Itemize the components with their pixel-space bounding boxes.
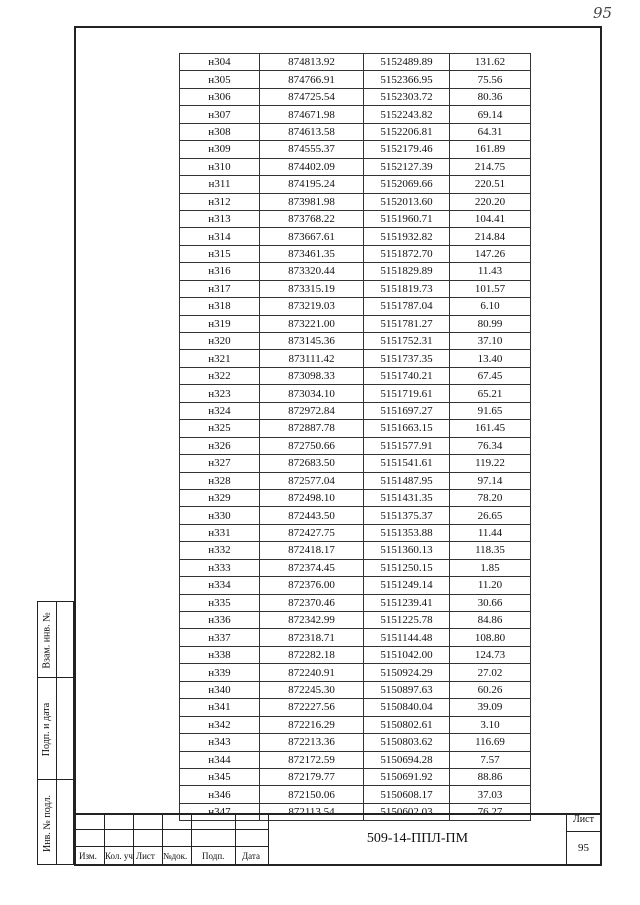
x-coordinate-cell: 872282.18 (260, 646, 364, 663)
y-coordinate-cell: 5151042.00 (364, 646, 450, 663)
table-row (180, 646, 531, 663)
length-cell: 64.31 (450, 123, 531, 140)
x-coordinate-cell: 873034.10 (260, 385, 364, 402)
label-podp: Подп. (202, 851, 225, 861)
table-row (180, 489, 531, 506)
table-row (180, 263, 531, 280)
length-cell: 76.34 (450, 437, 531, 454)
point-id-cell: н337 (180, 629, 260, 646)
x-coordinate-cell: 872113.54 (260, 803, 364, 820)
point-id-cell: н319 (180, 315, 260, 332)
length-cell: 39.09 (450, 699, 531, 716)
document-code: 509-14-ППЛ-ПМ (366, 830, 469, 846)
length-cell: 91.65 (450, 402, 531, 419)
y-coordinate-cell: 5151249.14 (364, 577, 450, 594)
y-coordinate-cell: 5151225.78 (364, 612, 450, 629)
y-coordinate-cell: 5151752.31 (364, 333, 450, 350)
table-row (180, 612, 531, 629)
coordinates-table (179, 53, 531, 821)
x-coordinate-cell: 872683.50 (260, 455, 364, 472)
side-cell-vzam (38, 602, 73, 678)
length-cell: 6.10 (450, 298, 531, 315)
table-row (180, 245, 531, 262)
length-cell: 11.20 (450, 577, 531, 594)
y-coordinate-cell: 5151144.48 (364, 629, 450, 646)
table-row (180, 681, 531, 698)
x-coordinate-cell: 874195.24 (260, 176, 364, 193)
y-coordinate-cell: 5150803.62 (364, 734, 450, 751)
length-cell: 11.44 (450, 524, 531, 541)
table-row (180, 54, 531, 71)
table-row (180, 228, 531, 245)
y-coordinate-cell: 5151737.35 (364, 350, 450, 367)
length-cell: 80.36 (450, 88, 531, 105)
point-id-cell: н347 (180, 803, 260, 820)
table-row (180, 768, 531, 785)
handwritten-page-number: 95 (593, 4, 613, 22)
y-coordinate-cell: 5151239.41 (364, 594, 450, 611)
side-stamp (37, 601, 74, 865)
y-coordinate-cell: 5151431.35 (364, 489, 450, 506)
table-row (180, 716, 531, 733)
label-data: Дата (242, 851, 260, 861)
length-cell: 220.51 (450, 176, 531, 193)
length-cell: 101.57 (450, 280, 531, 297)
y-coordinate-cell: 5151353.88 (364, 524, 450, 541)
table-row (180, 210, 531, 227)
point-id-cell: н307 (180, 106, 260, 123)
sheet-number: 95 (578, 841, 589, 854)
length-cell: 7.57 (450, 751, 531, 768)
x-coordinate-cell: 872418.17 (260, 542, 364, 559)
y-coordinate-cell: 5151740.21 (364, 367, 450, 384)
x-coordinate-cell: 873768.22 (260, 210, 364, 227)
point-id-cell: н338 (180, 646, 260, 663)
table-row (180, 699, 531, 716)
table-row (180, 280, 531, 297)
point-id-cell: н328 (180, 472, 260, 489)
point-id-cell: н333 (180, 559, 260, 576)
x-coordinate-cell: 874766.91 (260, 71, 364, 88)
table-row (180, 333, 531, 350)
y-coordinate-cell: 5150924.29 (364, 664, 450, 681)
y-coordinate-cell: 5150602.03 (364, 803, 450, 820)
table-row (180, 455, 531, 472)
table-row (180, 507, 531, 524)
point-id-cell: н341 (180, 699, 260, 716)
length-cell: 118.35 (450, 542, 531, 559)
length-cell: 13.40 (450, 350, 531, 367)
y-coordinate-cell: 5151663.15 (364, 420, 450, 437)
length-cell: 37.10 (450, 333, 531, 350)
side-cell-inv (38, 780, 73, 866)
length-cell: 67.45 (450, 367, 531, 384)
length-cell: 214.75 (450, 158, 531, 175)
length-cell: 104.41 (450, 210, 531, 227)
x-coordinate-cell: 873981.98 (260, 193, 364, 210)
point-id-cell: н342 (180, 716, 260, 733)
point-id-cell: н324 (180, 402, 260, 419)
point-id-cell: н315 (180, 245, 260, 262)
length-cell: 84.86 (450, 612, 531, 629)
table-row (180, 176, 531, 193)
table-row (180, 751, 531, 768)
x-coordinate-cell: 874671.98 (260, 106, 364, 123)
table-row (180, 402, 531, 419)
y-coordinate-cell: 5151487.95 (364, 472, 450, 489)
point-id-cell: н346 (180, 786, 260, 803)
point-id-cell: н325 (180, 420, 260, 437)
side-cell-podp (38, 678, 73, 780)
point-id-cell: н311 (180, 176, 260, 193)
point-id-cell: н331 (180, 524, 260, 541)
point-id-cell: н314 (180, 228, 260, 245)
x-coordinate-cell: 872213.36 (260, 734, 364, 751)
y-coordinate-cell: 5152489.89 (364, 54, 450, 71)
y-coordinate-cell: 5152179.46 (364, 141, 450, 158)
y-coordinate-cell: 5150694.28 (364, 751, 450, 768)
y-coordinate-cell: 5151829.89 (364, 263, 450, 280)
length-cell: 147.26 (450, 245, 531, 262)
table-row (180, 734, 531, 751)
table-row (180, 123, 531, 140)
label-ndok: №док. (163, 851, 188, 861)
x-coordinate-cell: 872227.56 (260, 699, 364, 716)
point-id-cell: н339 (180, 664, 260, 681)
length-cell: 26.65 (450, 507, 531, 524)
point-id-cell: н335 (180, 594, 260, 611)
y-coordinate-cell: 5152243.82 (364, 106, 450, 123)
x-coordinate-cell: 874402.09 (260, 158, 364, 175)
x-coordinate-cell: 874813.92 (260, 54, 364, 71)
x-coordinate-cell: 873219.03 (260, 298, 364, 315)
label-list: Лист (136, 851, 155, 861)
length-cell: 78.20 (450, 489, 531, 506)
side-label-podp: Подп. и дата (41, 702, 53, 756)
x-coordinate-cell: 872150.06 (260, 786, 364, 803)
x-coordinate-cell: 872240.91 (260, 664, 364, 681)
length-cell: 27.02 (450, 664, 531, 681)
x-coordinate-cell: 872342.99 (260, 612, 364, 629)
side-label-inv: Инв. № подл. (41, 794, 53, 852)
length-cell: 131.62 (450, 54, 531, 71)
table-row (180, 315, 531, 332)
point-id-cell: н334 (180, 577, 260, 594)
point-id-cell: н345 (180, 768, 260, 785)
x-coordinate-cell: 872577.04 (260, 472, 364, 489)
table-row (180, 385, 531, 402)
x-coordinate-cell: 873221.00 (260, 315, 364, 332)
point-id-cell: н343 (180, 734, 260, 751)
table-row (180, 350, 531, 367)
length-cell: 11.43 (450, 263, 531, 280)
y-coordinate-cell: 5151872.70 (364, 245, 450, 262)
y-coordinate-cell: 5151960.71 (364, 210, 450, 227)
point-id-cell: н317 (180, 280, 260, 297)
point-id-cell: н320 (180, 333, 260, 350)
y-coordinate-cell: 5152013.60 (364, 193, 450, 210)
table-row (180, 664, 531, 681)
y-coordinate-cell: 5150691.92 (364, 768, 450, 785)
y-coordinate-cell: 5151781.27 (364, 315, 450, 332)
x-coordinate-cell: 872179.77 (260, 768, 364, 785)
table-row (180, 786, 531, 803)
length-cell: 30.66 (450, 594, 531, 611)
length-cell: 65.21 (450, 385, 531, 402)
length-cell: 88.86 (450, 768, 531, 785)
y-coordinate-cell: 5150897.63 (364, 681, 450, 698)
y-coordinate-cell: 5150840.04 (364, 699, 450, 716)
point-id-cell: н340 (180, 681, 260, 698)
point-id-cell: н330 (180, 507, 260, 524)
point-id-cell: н329 (180, 489, 260, 506)
point-id-cell: н312 (180, 193, 260, 210)
x-coordinate-cell: 872972.84 (260, 402, 364, 419)
side-label-vzam: Взам. инв. № (41, 611, 53, 669)
point-id-cell: н326 (180, 437, 260, 454)
x-coordinate-cell: 872376.00 (260, 577, 364, 594)
y-coordinate-cell: 5151577.91 (364, 437, 450, 454)
point-id-cell: н336 (180, 612, 260, 629)
x-coordinate-cell: 873111.42 (260, 350, 364, 367)
sheet-label: Лист (573, 814, 594, 825)
y-coordinate-cell: 5151719.61 (364, 385, 450, 402)
x-coordinate-cell: 872427.75 (260, 524, 364, 541)
x-coordinate-cell: 873315.19 (260, 280, 364, 297)
table-row (180, 437, 531, 454)
table-row (180, 524, 531, 541)
point-id-cell: н323 (180, 385, 260, 402)
x-coordinate-cell: 872318.71 (260, 629, 364, 646)
table-row (180, 193, 531, 210)
y-coordinate-cell: 5151250.15 (364, 559, 450, 576)
x-coordinate-cell: 874613.58 (260, 123, 364, 140)
x-coordinate-cell: 873145.36 (260, 333, 364, 350)
point-id-cell: н309 (180, 141, 260, 158)
length-cell: 76.27 (450, 803, 531, 820)
y-coordinate-cell: 5151787.04 (364, 298, 450, 315)
y-coordinate-cell: 5151819.73 (364, 280, 450, 297)
length-cell: 124.73 (450, 646, 531, 663)
point-id-cell: н313 (180, 210, 260, 227)
y-coordinate-cell: 5151360.13 (364, 542, 450, 559)
y-coordinate-cell: 5152366.95 (364, 71, 450, 88)
x-coordinate-cell: 873461.35 (260, 245, 364, 262)
length-cell: 3.10 (450, 716, 531, 733)
length-cell: 75.56 (450, 71, 531, 88)
x-coordinate-cell: 873667.61 (260, 228, 364, 245)
length-cell: 214.84 (450, 228, 531, 245)
table-row (180, 420, 531, 437)
table-row (180, 594, 531, 611)
x-coordinate-cell: 872172.59 (260, 751, 364, 768)
point-id-cell: н332 (180, 542, 260, 559)
point-id-cell: н310 (180, 158, 260, 175)
table-row (180, 88, 531, 105)
point-id-cell: н305 (180, 71, 260, 88)
length-cell: 220.20 (450, 193, 531, 210)
point-id-cell: н306 (180, 88, 260, 105)
table-row (180, 559, 531, 576)
x-coordinate-cell: 874555.37 (260, 141, 364, 158)
table-row (180, 472, 531, 489)
point-id-cell: н344 (180, 751, 260, 768)
length-cell: 80.99 (450, 315, 531, 332)
table-row (180, 141, 531, 158)
table-row (180, 71, 531, 88)
point-id-cell: н308 (180, 123, 260, 140)
y-coordinate-cell: 5150802.61 (364, 716, 450, 733)
length-cell: 161.89 (450, 141, 531, 158)
x-coordinate-cell: 872216.29 (260, 716, 364, 733)
length-cell: 1.85 (450, 559, 531, 576)
x-coordinate-cell: 873098.33 (260, 367, 364, 384)
x-coordinate-cell: 872370.46 (260, 594, 364, 611)
table-row (180, 542, 531, 559)
x-coordinate-cell: 874725.54 (260, 88, 364, 105)
length-cell: 60.26 (450, 681, 531, 698)
x-coordinate-cell: 872374.45 (260, 559, 364, 576)
x-coordinate-cell: 872443.50 (260, 507, 364, 524)
x-coordinate-cell: 872887.78 (260, 420, 364, 437)
y-coordinate-cell: 5151541.61 (364, 455, 450, 472)
table-row (180, 106, 531, 123)
x-coordinate-cell: 872498.10 (260, 489, 364, 506)
length-cell: 116.69 (450, 734, 531, 751)
y-coordinate-cell: 5152069.66 (364, 176, 450, 193)
y-coordinate-cell: 5151932.82 (364, 228, 450, 245)
y-coordinate-cell: 5150608.17 (364, 786, 450, 803)
length-cell: 37.03 (450, 786, 531, 803)
length-cell: 161.45 (450, 420, 531, 437)
point-id-cell: н327 (180, 455, 260, 472)
table-row (180, 367, 531, 384)
length-cell: 108.80 (450, 629, 531, 646)
length-cell: 97.14 (450, 472, 531, 489)
table-row (180, 629, 531, 646)
y-coordinate-cell: 5152303.72 (364, 88, 450, 105)
length-cell: 119.22 (450, 455, 531, 472)
x-coordinate-cell: 872750.66 (260, 437, 364, 454)
y-coordinate-cell: 5151697.27 (364, 402, 450, 419)
point-id-cell: н304 (180, 54, 260, 71)
x-coordinate-cell: 873320.44 (260, 263, 364, 280)
table-row (180, 158, 531, 175)
point-id-cell: н322 (180, 367, 260, 384)
label-izm: Изм. (79, 851, 97, 861)
length-cell: 69.14 (450, 106, 531, 123)
point-id-cell: н321 (180, 350, 260, 367)
table-row (180, 298, 531, 315)
y-coordinate-cell: 5152127.39 (364, 158, 450, 175)
table-row (180, 577, 531, 594)
label-kol-uch: Кол. уч (105, 851, 133, 861)
point-id-cell: н318 (180, 298, 260, 315)
y-coordinate-cell: 5152206.81 (364, 123, 450, 140)
point-id-cell: н316 (180, 263, 260, 280)
x-coordinate-cell: 872245.30 (260, 681, 364, 698)
y-coordinate-cell: 5151375.37 (364, 507, 450, 524)
